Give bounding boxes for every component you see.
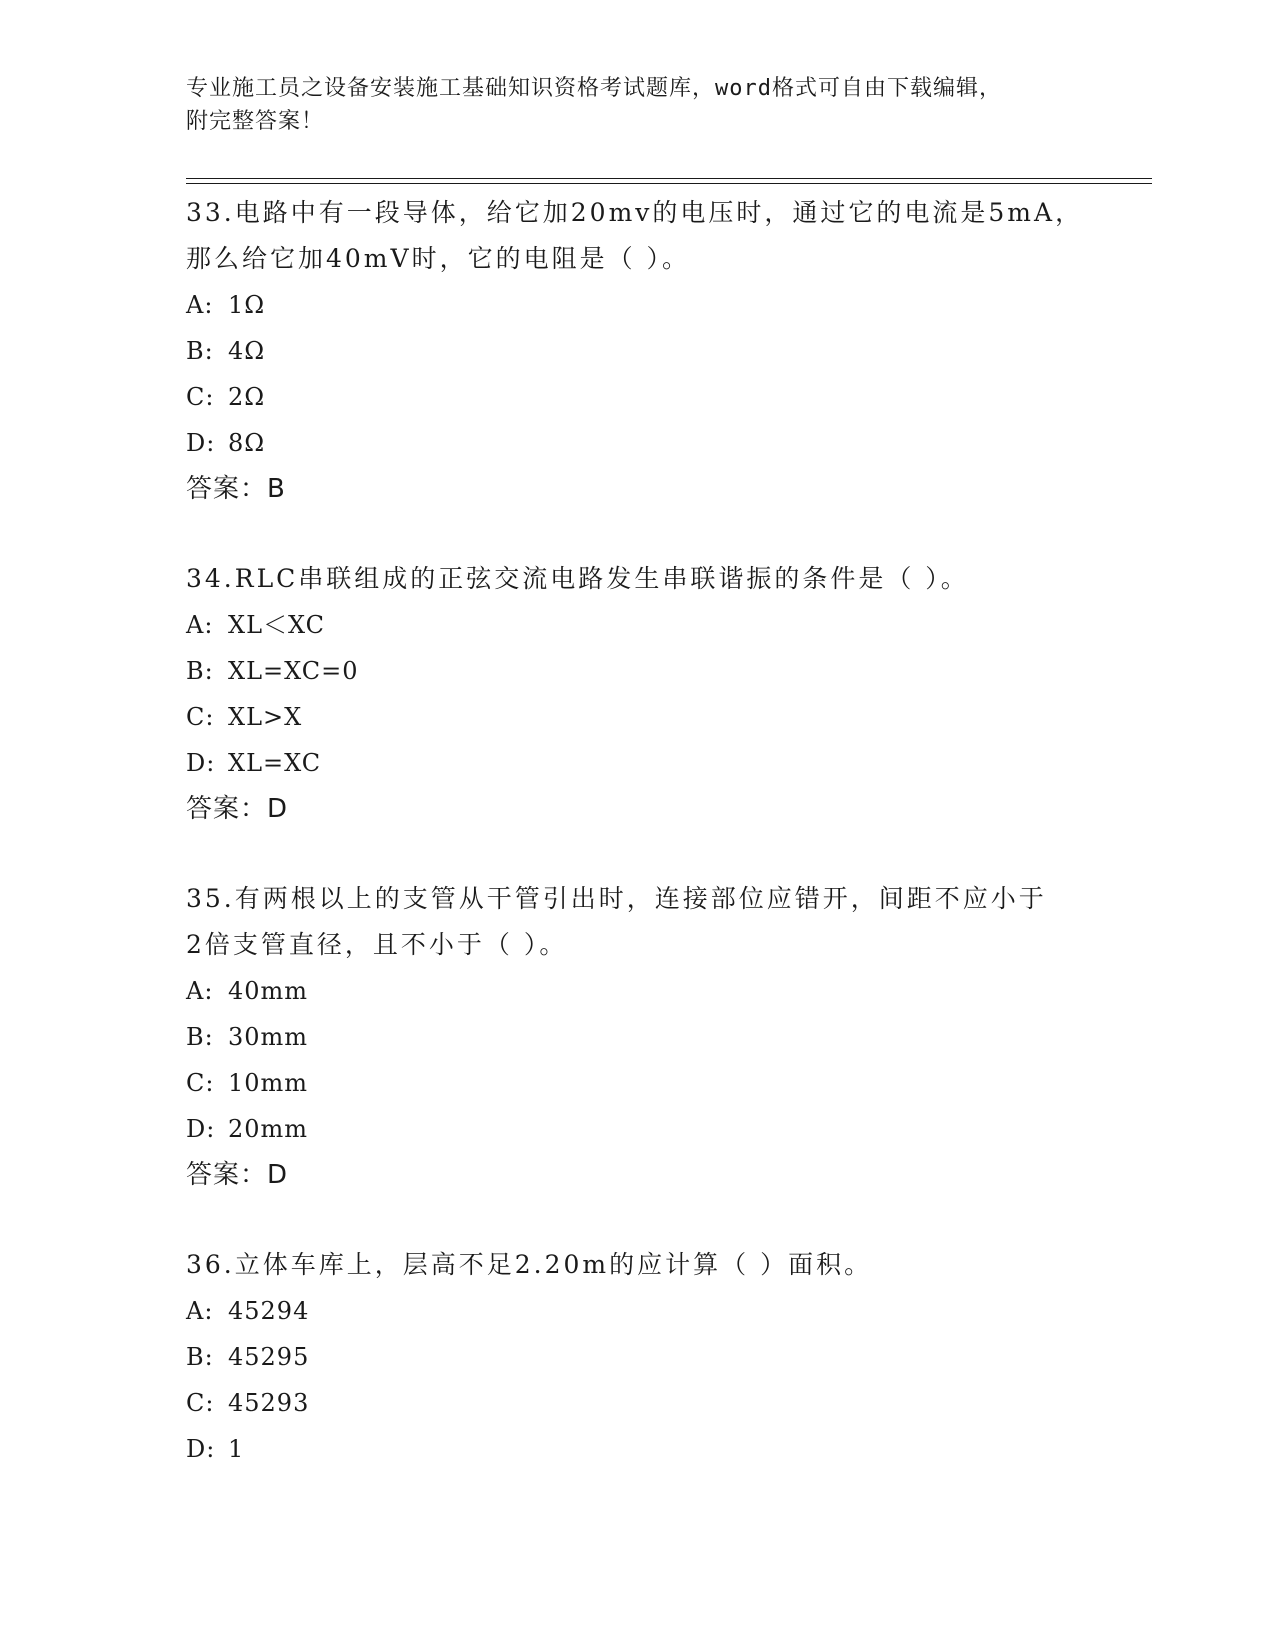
- stem-line: 34.RLC串联组成的正弦交流电路发生串联谐振的条件是（ ）。: [186, 564, 969, 593]
- option-a: [186, 1288, 1106, 1334]
- option-text: 45294: [228, 1297, 310, 1325]
- question-stem: [186, 876, 1106, 968]
- header-line-1: 专业施工员之设备安装施工基础知识资格考试题库，word格式可自由下载编辑，: [186, 76, 1002, 101]
- option-b: [186, 1014, 1106, 1060]
- option-letter: C:: [186, 1069, 215, 1097]
- question-spacer: [186, 1198, 1106, 1242]
- option-text: 40mm: [228, 977, 309, 1005]
- option-text: 8Ω: [228, 429, 266, 457]
- option-a: [186, 968, 1106, 1014]
- stem-line: 那么给它加40mV时，它的电阻是（ ）。: [186, 244, 691, 273]
- question-spacer: [186, 512, 1106, 556]
- option-c: [186, 694, 1106, 740]
- option-c: [186, 374, 1106, 420]
- header-divider-top: [186, 178, 1152, 179]
- document-header: [186, 72, 1086, 138]
- option-letter: A:: [186, 291, 214, 319]
- option-text: 2Ω: [228, 383, 266, 411]
- option-letter: D:: [186, 749, 216, 777]
- option-letter: B:: [186, 1343, 214, 1371]
- option-a: [186, 282, 1106, 328]
- option-text: 4Ω: [228, 337, 266, 365]
- option-text: 1Ω: [228, 291, 266, 319]
- stem-line: 36.立体车库上，层高不足2.20m的应计算（ ）面积。: [186, 1250, 873, 1279]
- option-letter: A:: [186, 977, 214, 1005]
- option-b: [186, 1334, 1106, 1380]
- option-text: XL=XC=0: [228, 657, 359, 685]
- header-line-2: 附完整答案！: [186, 109, 325, 134]
- option-text: XL＜XC: [228, 611, 326, 639]
- question-36: [186, 1242, 1106, 1472]
- option-b: [186, 648, 1106, 694]
- option-a: [186, 602, 1106, 648]
- option-text: XL=XC: [228, 749, 322, 777]
- question-list: [186, 190, 1106, 1472]
- stem-line: 2倍支管直径，且不小于（ ）。: [186, 930, 568, 959]
- option-d: [186, 1106, 1106, 1152]
- option-letter: D:: [186, 1435, 216, 1463]
- question-stem: [186, 556, 1106, 602]
- option-letter: C:: [186, 383, 215, 411]
- answer-line: 答案：B: [186, 474, 286, 504]
- option-c: [186, 1060, 1106, 1106]
- question-spacer: [186, 832, 1106, 876]
- option-text: 45293: [228, 1389, 310, 1417]
- option-text: 45295: [228, 1343, 310, 1371]
- option-letter: B:: [186, 657, 214, 685]
- option-d: [186, 1426, 1106, 1472]
- question-33: [186, 190, 1106, 512]
- question-34: [186, 556, 1106, 832]
- option-letter: B:: [186, 337, 214, 365]
- option-d: [186, 740, 1106, 786]
- option-b: [186, 328, 1106, 374]
- option-d: [186, 420, 1106, 466]
- option-letter: C:: [186, 703, 215, 731]
- stem-line: 35.有两根以上的支管从干管引出时，连接部位应错开，间距不应小于: [186, 884, 1047, 913]
- option-c: [186, 1380, 1106, 1426]
- answer-line: 答案：D: [186, 794, 289, 824]
- question-35: [186, 876, 1106, 1198]
- header-divider-bottom: [186, 183, 1152, 184]
- option-letter: C:: [186, 1389, 215, 1417]
- option-letter: A:: [186, 1297, 214, 1325]
- option-text: 1: [228, 1435, 245, 1463]
- option-letter: B:: [186, 1023, 214, 1051]
- option-letter: D:: [186, 429, 216, 457]
- option-text: 30mm: [228, 1023, 309, 1051]
- option-text: XL>X: [228, 703, 303, 731]
- question-stem: [186, 190, 1106, 282]
- option-text: 10mm: [228, 1069, 309, 1097]
- answer-line: 答案：D: [186, 1160, 289, 1190]
- option-text: 20mm: [228, 1115, 309, 1143]
- stem-line: 33.电路中有一段导体，给它加20mv的电压时，通过它的电流是5mA，: [186, 198, 1084, 227]
- question-stem: [186, 1242, 1106, 1288]
- option-letter: D:: [186, 1115, 216, 1143]
- option-letter: A:: [186, 611, 214, 639]
